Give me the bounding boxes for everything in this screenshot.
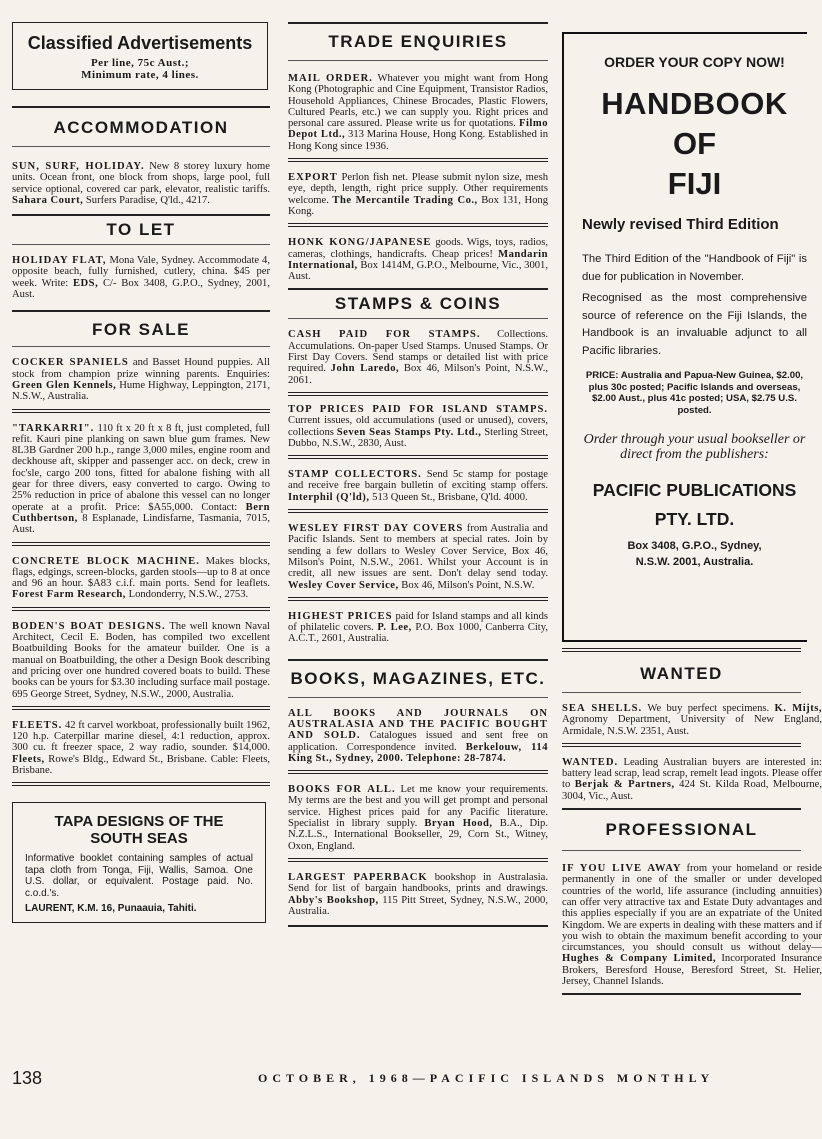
ad-wesley-first-day: WESLEY FIRST DAY COVERS from Australia and Pacific Islands. Sent to members at special rates. Join by sending a few dollars to Wesley Cover Service, Box 46, Milson's Point, N.S.W., 2061. Whilst your Account is in credit, all new issues are sent. Don't delay send today. Wesley Cover Service, Box 46, Milson's Point, N.S.W. xyxy=(288,523,548,591)
classified-header-box xyxy=(12,22,268,90)
tapa-address: LAURENT, K.M. 16, Punaauia, Tahiti. xyxy=(25,903,197,915)
classified-title: Classified Advertisements xyxy=(27,33,253,53)
section-heading-books-magazines: BOOKS, MAGAZINES, ETC. xyxy=(290,668,546,688)
handbook-address-line2: N.S.W. 2001, Australia. xyxy=(635,556,754,568)
handbook-paragraph-1: The Third Edition of the "Handbook of Fiji" is due for publication in November. xyxy=(582,253,807,283)
ad-if-you-live-away: IF YOU LIVE AWAY from your homeland or reside permanently in one of the smaller or under developed countries of the world, life assurance (including annuities) can offer very attractive tax and Estate Duty advantages and this applies especially if you are an expatriate of the United Kingdom. We are experts in dealing with these matters and if you wish to obtain the maximum benefit according to your circumstances, you should consult us without delay—Hughes & Company Limited, Incorporated Insurance Brokers, Beresford House, Beresford Street, St. Helier, Jersey, Channel Islands. xyxy=(562,863,822,988)
ad-all-books-journals: ALL BOOKS AND JOURNALS ON AUSTRALASIA AND THE PACIFIC BOUGHT AND SOLD. Catalogues issued and sent free on application. Correspondence invited. Berkelouw, 114 King St., Sydney, 2000. Telephone: 28-7874. xyxy=(288,707,548,764)
section-heading-for-sale: FOR SALE xyxy=(92,320,190,340)
tapa-body: Informative booklet containing samples of actual tapa cloth from Tonga, Fiji, Wallis, Samoa. One U.S. dollar, or equivalent. Postage paid. No. c.o.d.'s. xyxy=(25,853,253,899)
ad-bodens-boat-designs: BODEN'S BOAT DESIGNS. The well known Naval Architect, Cecil E. Boden, has compiled two excellent Boatbuilding Books for the amateur builder. One is a manual on Boatbuilding, the other a Design Book describing and pricing over one hundred covered boats to build. These books can be yours for $3.30 including surface mail postage. 695 George Street, Sydney, N.S.W., 2000, Australia. xyxy=(12,620,271,700)
section-heading-stamps-coins: STAMPS & COINS xyxy=(334,294,502,314)
ad-sea-shells: SEA SHELLS. We buy perfect specimens. K. Mijts, Agronomy Department, University of New England, Armidale, N.S.W. 2351, Aust. xyxy=(562,703,822,737)
ad-holiday-flat: HOLIDAY FLAT, Mona Vale, Sydney. Accommodate 4, opposite beach, fully furnished, cutlery, china. $45 per week. Write: EDS, C/- Box 3408, G.P.O., Sydney, 2001, Aust. xyxy=(12,255,270,301)
section-heading-professional: PROFESSIONAL xyxy=(605,820,758,840)
tapa-title-line1: TAPA DESIGNS OF THE xyxy=(54,813,224,831)
ad-books-for-all: BOOKS FOR ALL. Let me know your requirements. My terms are the best and you will get prompt and personal service. Highest prices paid for any Pacific literature. Specialist in library supply. Bryan Hood, B.A., Dip. N.Z.L.S., International Bookseller, 29, Corn St., Witney, Oxon, England. xyxy=(288,784,548,852)
column-left xyxy=(12,22,270,923)
ad-concrete-block: CONCRETE BLOCK MACHINE. Makes blocks, flags, edgings, screen-blocks, garden stools—up to 8 at once and 96 an hour. $A83 c.i.f. main ports. Send for leaflets. Forest Farm Research, Londonderry, N.S.W., 2753. xyxy=(12,555,270,601)
ad-largest-paperback: LARGEST PAPERBACK bookshop in Australasia. Send for list of bargain handbooks, prints and drawings. Abby's Bookshop, 115 Pitt Street, Sydney, N.S.W., 2000, Australia. xyxy=(288,871,549,917)
ad-highest-prices: HIGHEST PRICES paid for Island stamps and all kinds of philatelic covers. P. Lee, P.O. Box 1000, Canberra City, A.C.T., 2601, Australia. xyxy=(288,610,549,645)
ad-sun-surf: SUN, SURF, HOLIDAY. New 8 storey luxury home units. Ocean front, one block from shops, large pool, full service optional, covered car park, elevator, realistic tariffs. Sahara Court, Surfers Paradise, Q'ld., 4217. xyxy=(12,161,270,206)
handbook-title-line1: HANDBOOK xyxy=(601,86,788,121)
handbook-order-line: Order through your usual bookseller or direct from the publishers: xyxy=(583,432,806,462)
column-middle xyxy=(288,22,548,927)
tapa-title-line2: SOUTH SEAS xyxy=(90,830,188,848)
handbook-publisher-line2: PTY. LTD. xyxy=(654,509,735,529)
section-heading-to-let: TO LET xyxy=(106,220,176,240)
column-right xyxy=(562,22,822,995)
classified-minimum: Minimum rate, 4 lines. xyxy=(81,69,199,81)
ad-cocker-spaniels: COCKER SPANIELS and Basset Hound puppies. All stock from champion prize winning parents. Enquiries: Green Glen Kennels, Hume Highway, Leppington, 2171, N.S.W., Australia. xyxy=(12,357,271,403)
handbook-price: PRICE: Australia and Papua-New Guinea, $2.00, plus 30c posted; Pacific Islands and overseas, $2.00 Aust., plus 41c posted; USA, $2.75 U.S. posted. xyxy=(585,370,804,416)
footer-issue-line: OCTOBER, 1968—PACIFIC ISLANDS MONTHLY xyxy=(258,1071,715,1085)
ad-wanted-lead-scrap: WANTED. Leading Australian buyers are interested in: battery lead scrap, lead scrap, remelt lead ingots. Please offer to Berjak & Partners, 424 St. Kilda Road, Melbourne, 3004, Vic., Aust. xyxy=(562,756,822,802)
handbook-of-fiji-ad xyxy=(562,32,807,642)
ad-tarkarri: "TARKARRI". 110 ft x 20 ft x 8 ft, just completed, full refit. Kauri pine planking on sawn blue gum frames. New 8L3B Gardner 200 h.p., range 3,000 miles, engine room and deckhouse aft, skipper and passenger acc. on deck, crew in foc'sle, cargo 200 tons, fitted for abalone fishing with all gear for three divers, easy converted to cargo. Owing to 25% reduction in price of abalone this vessel can no longer operate at a profit. Price: $A55,000. Contact: Bern Cuthbertson, 8 Esplanade, Lindisfarne, Tasmania, 7015, Aust. xyxy=(12,422,270,536)
ad-stamp-collectors: STAMP COLLECTORS. Send 5c stamp for postage and receive free bargain bulletin of exciting stamp offers. Interphil (Q'ld), 513 Queen St., Brisbane, Q'ld. 4000. xyxy=(288,469,548,503)
handbook-title-line2: OF xyxy=(672,126,717,161)
page-footer xyxy=(12,1068,801,1090)
section-heading-accommodation: ACCOMMODATION xyxy=(53,118,229,137)
handbook-order-now: ORDER YOUR COPY NOW! xyxy=(604,54,785,70)
ad-fleets: FLEETS. 42 ft carvel workboat, professionally built 1962, 120 h.p. Caterpillar marine diesel, 4:1 reduction, approx. 300 cu. ft freezer space, 2 way radio, sounder. $14,000. Fleets, Rowe's Bldg., Edward St., Brisbane. Cable: Fleets, Brisbane. xyxy=(12,719,270,776)
classified-rate: Per line, 75c Aust.; xyxy=(90,57,190,69)
handbook-publisher-line1: PACIFIC PUBLICATIONS xyxy=(592,480,797,500)
section-heading-wanted: WANTED xyxy=(640,664,723,683)
ad-top-prices-island-stamps: TOP PRICES PAID FOR ISLAND STAMPS. Current issues, old accumulations (used or unused), covers, collections Seven Seas Stamps Pty. Ltd., Sterling Street, Dubbo, N.S.W., 2830, Aust. xyxy=(288,403,548,449)
page-number: 138 xyxy=(12,1068,43,1088)
tapa-designs-box xyxy=(12,802,266,923)
handbook-address-line1: Box 3408, G.P.O., Sydney, xyxy=(627,540,762,552)
ad-mail-order: MAIL ORDER. Whatever you might want from Hong Kong (Photographic and Cine Equipment, Transistor Radios, Household Appliances, Chinese Brocades, Plastic Flowers, Cultured Pearls, etc.) we can supply you. Right prices and personal care assured. Please write us for quotations. Filmo Depot Ltd., 313 Marina House, Hong Kong. Established in Hong Kong since 1936. xyxy=(288,73,548,152)
handbook-edition: Newly revised Third Edition xyxy=(582,216,779,233)
ad-cash-paid-stamps: CASH PAID FOR STAMPS. Collections. Accumulations. On-paper Used Stamps. Unused Stamps. Or First Day Covers. Send stamps or detailed list with price required. John Laredo, Box 46, Milson's Point, N.S.W., 2061. xyxy=(288,329,548,386)
section-heading-trade-enquiries: TRADE ENQUIRIES xyxy=(328,32,508,51)
handbook-paragraph-2: Recognised as the most comprehensive source of reference on the Fiji Islands, the Handbook is an invaluable adjunct to all Pacific libraries. xyxy=(582,292,807,357)
handbook-title-line3: FIJI xyxy=(667,166,722,201)
ad-honk-kong: HONK KONG/JAPANESE goods. Wigs, toys, radios, cameras, clothings, handicrafts. Cheap prices! Mandarin International, Box 1414M, G.P.O., Melbourne, Vic., 3001, Aust. xyxy=(288,237,549,283)
ad-export: EXPORT Perlon fish net. Please submit nylon size, mesh eye, depth, length, right price supply. Other requirements welcome. The Mercantile Trading Co., Box 131, Hong Kong. xyxy=(288,172,548,217)
